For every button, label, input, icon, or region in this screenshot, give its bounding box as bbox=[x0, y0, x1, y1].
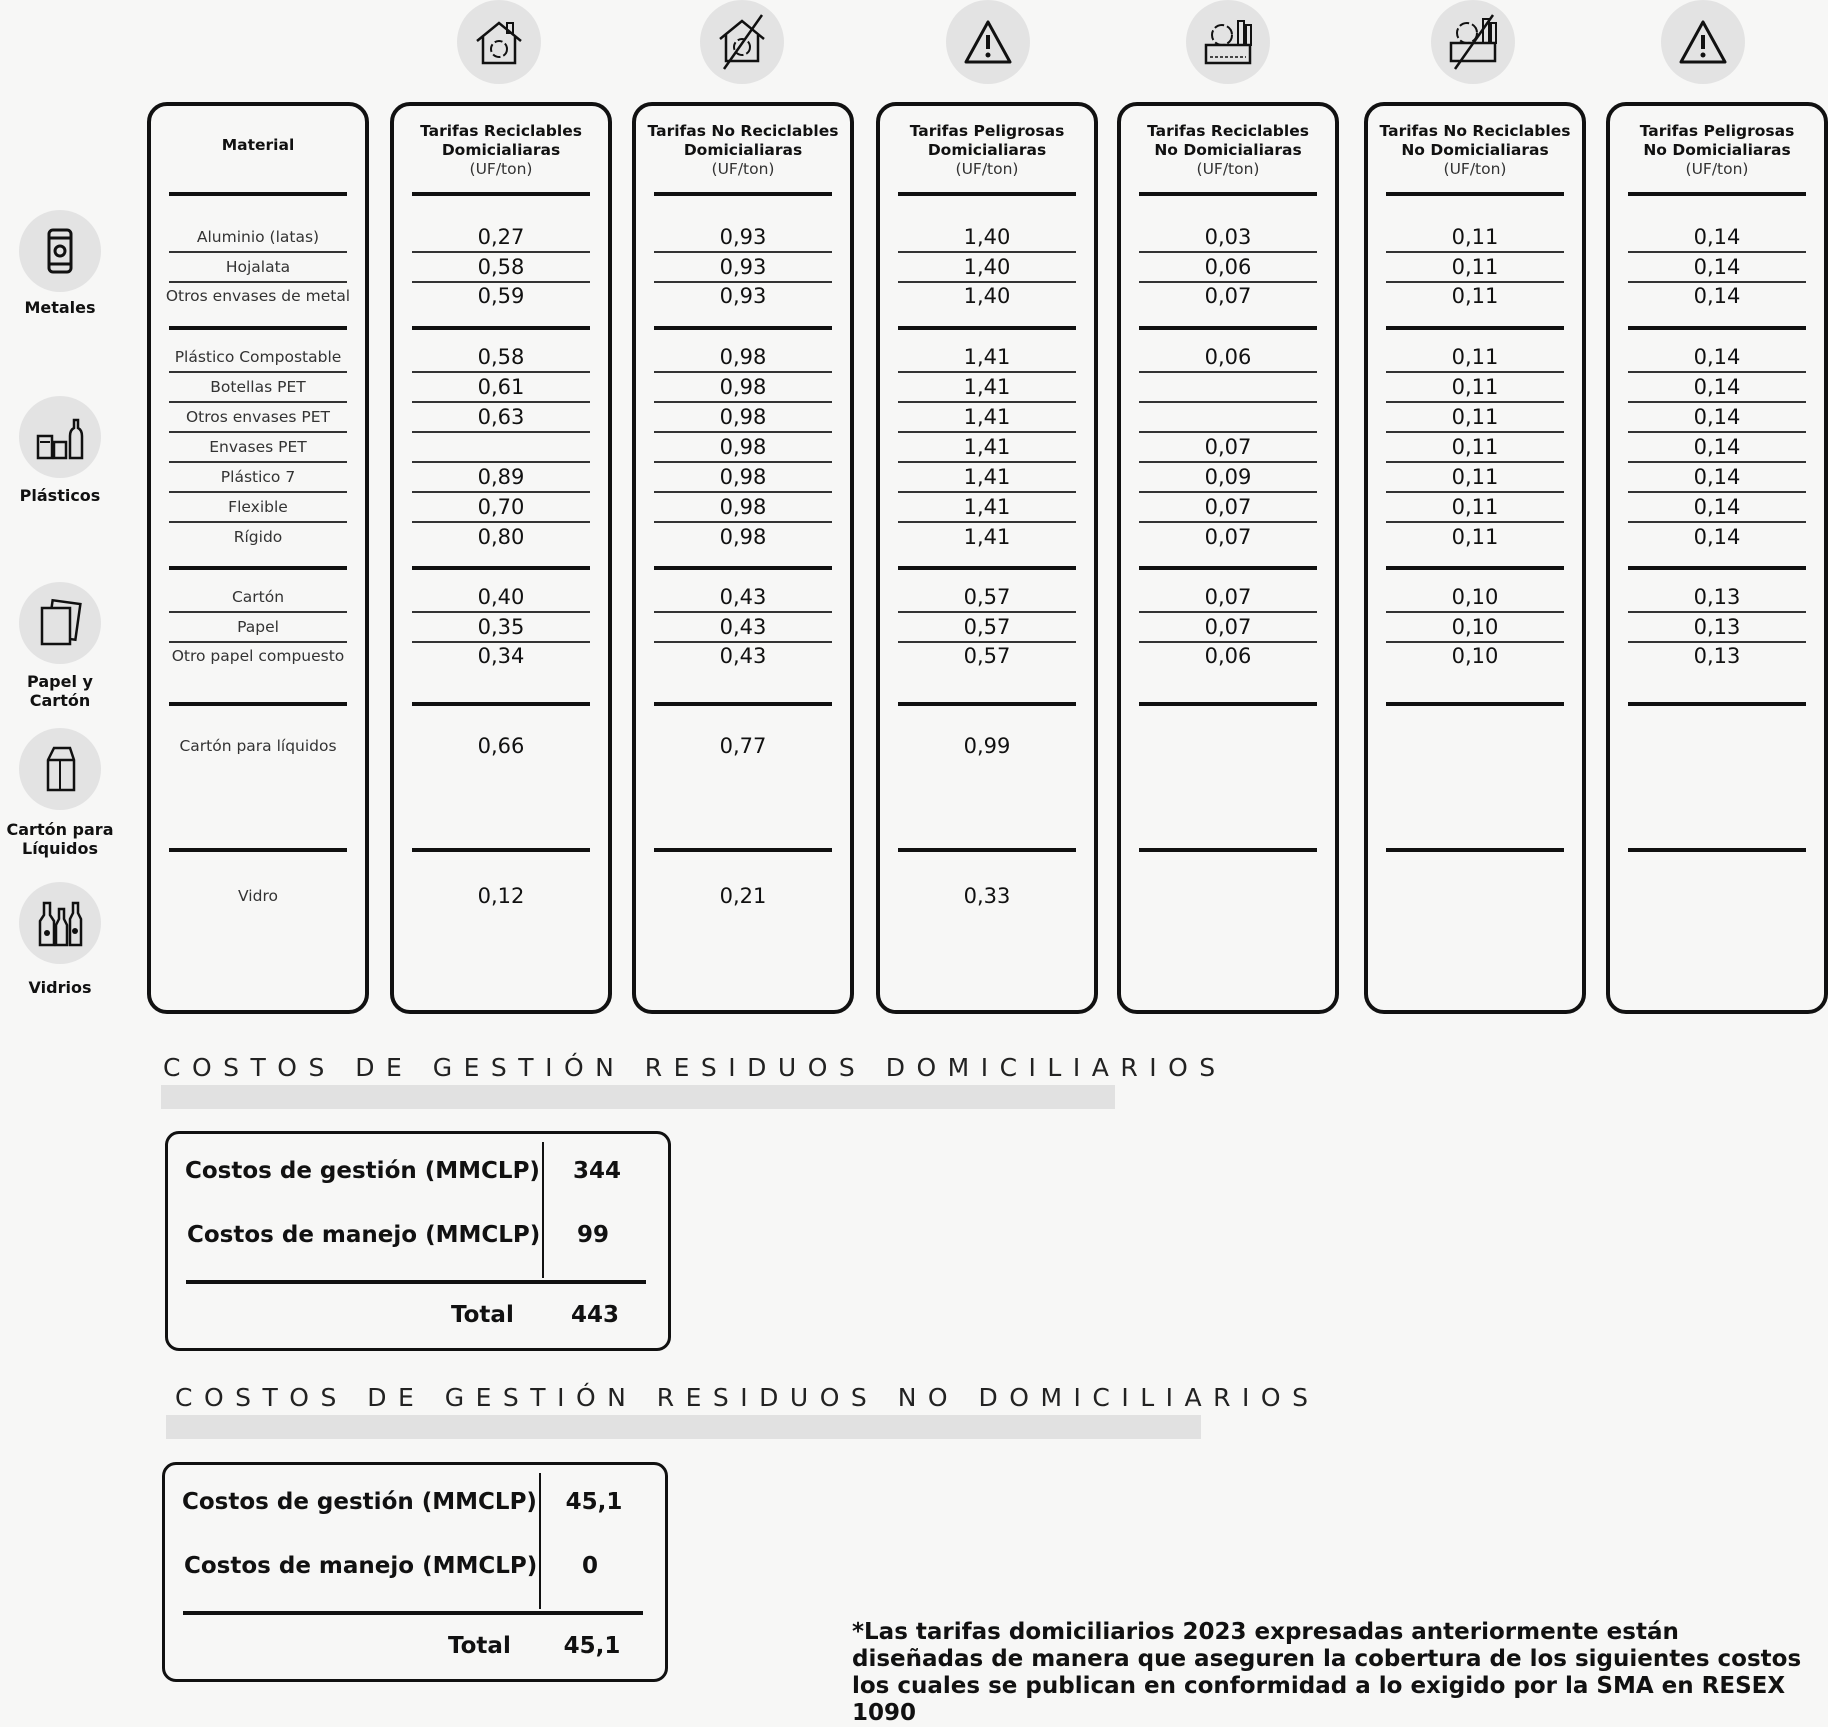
tariff-value: 0,43 bbox=[719, 585, 767, 609]
column-unit: (UF/ton) bbox=[1196, 160, 1260, 178]
tariff-value bbox=[1628, 731, 1806, 761]
tariff-value: 1,40 bbox=[963, 225, 1011, 249]
column-title-line1: Tarifas No Reciclables bbox=[1379, 122, 1571, 140]
tariff-value: 0,11 bbox=[1451, 284, 1499, 308]
tariff-value: 1,41 bbox=[963, 405, 1011, 429]
tariff-value: 0,13 bbox=[1693, 615, 1741, 639]
tariff-value: 0,27 bbox=[477, 225, 525, 249]
tariff-value: 0,10 bbox=[1451, 644, 1499, 668]
costos-manejo-value: 0 bbox=[581, 1553, 598, 1579]
tariff-value: 0,14 bbox=[1693, 225, 1741, 249]
tariff-column bbox=[876, 102, 1098, 1014]
tariff-value: 0,93 bbox=[719, 255, 767, 279]
column-title-line2: No Domicialiaras bbox=[1154, 141, 1302, 159]
total-label: Total bbox=[448, 1633, 511, 1659]
tariff-value: 0,98 bbox=[719, 495, 767, 519]
column-title bbox=[636, 122, 850, 179]
tariff-value: 0,66 bbox=[477, 734, 525, 758]
column-title-line2: No Domicialiaras bbox=[1401, 141, 1549, 159]
section-band bbox=[161, 1085, 1115, 1109]
tariff-value: 0,57 bbox=[963, 644, 1011, 668]
tariff-value: 0,40 bbox=[477, 585, 525, 609]
tariff-value: 0,98 bbox=[719, 465, 767, 489]
tariff-value: 0,98 bbox=[719, 345, 767, 369]
tariff-value: 0,14 bbox=[1693, 345, 1741, 369]
tariff-value: 0,33 bbox=[963, 884, 1011, 908]
liquid-carton-icon bbox=[19, 728, 101, 810]
tariff-value: 0,11 bbox=[1451, 255, 1499, 279]
divider bbox=[542, 1142, 544, 1278]
tariff-value: 1,41 bbox=[963, 435, 1011, 459]
tariff-value: 0,07 bbox=[1204, 495, 1252, 519]
tariff-value: 0,57 bbox=[963, 585, 1011, 609]
tariff-value bbox=[412, 432, 590, 462]
section-band bbox=[166, 1415, 1201, 1439]
costos-manejo-label: Costos de manejo (MMCLP) bbox=[184, 1553, 538, 1579]
costos-gestion-label: Costos de gestión (MMCLP) bbox=[182, 1489, 537, 1515]
tariff-value: 0,11 bbox=[1451, 375, 1499, 399]
tariff-value: 0,06 bbox=[1204, 255, 1252, 279]
tariff-value: 1,41 bbox=[963, 525, 1011, 549]
column-title bbox=[1121, 122, 1335, 179]
tariff-value: 0,07 bbox=[1204, 525, 1252, 549]
costos-manejo-label: Costos de manejo (MMCLP) bbox=[187, 1222, 541, 1248]
column-title-line1: Tarifas Reciclables bbox=[1147, 122, 1309, 140]
section-title-domiciliarios: COSTOS DE GESTIÓN RESIDUOS DOMICILIARIOS bbox=[163, 1053, 1227, 1082]
glass-bottles-icon bbox=[19, 882, 101, 964]
cost-box-domiciliarios bbox=[165, 1131, 671, 1351]
tariff-column bbox=[1117, 102, 1339, 1014]
factory-recycle-crossed-icon bbox=[1431, 0, 1515, 84]
category-label-plasticos: Plásticos bbox=[19, 486, 101, 505]
factory-recycle-icon bbox=[1186, 0, 1270, 84]
tariff-value bbox=[1139, 372, 1317, 402]
material-name: Otros envases PET bbox=[185, 408, 331, 426]
column-unit: (UF/ton) bbox=[711, 160, 775, 178]
tariff-value: 1,40 bbox=[963, 284, 1011, 308]
tariff-value: 0,07 bbox=[1204, 435, 1252, 459]
house-recycle-crossed-icon bbox=[700, 0, 784, 84]
tariff-value: 0,98 bbox=[719, 435, 767, 459]
total-value: 443 bbox=[570, 1302, 619, 1328]
tariff-value: 0,10 bbox=[1451, 585, 1499, 609]
tariff-value: 0,80 bbox=[477, 525, 525, 549]
tariff-value: 0,89 bbox=[477, 465, 525, 489]
tariff-value: 0,14 bbox=[1693, 255, 1741, 279]
column-unit: (UF/ton) bbox=[469, 160, 533, 178]
category-label-metales: Metales bbox=[24, 298, 96, 317]
tariff-value: 0,77 bbox=[719, 734, 767, 758]
tariff-value bbox=[1139, 881, 1317, 911]
tariff-value bbox=[1139, 731, 1317, 761]
house-recycle-icon bbox=[457, 0, 541, 84]
tariff-value: 0,14 bbox=[1693, 284, 1741, 308]
material-column bbox=[147, 102, 369, 1014]
total-value: 45,1 bbox=[563, 1633, 621, 1659]
tariff-value: 0,21 bbox=[719, 884, 767, 908]
tariff-value bbox=[1139, 402, 1317, 432]
tariff-column bbox=[390, 102, 612, 1014]
tariff-value: 0,14 bbox=[1693, 465, 1741, 489]
tariff-value: 0,06 bbox=[1204, 345, 1252, 369]
warning-triangle-icon bbox=[946, 0, 1030, 84]
costos-gestion-label: Costos de gestión (MMCLP) bbox=[185, 1158, 540, 1184]
tariff-column bbox=[1606, 102, 1828, 1014]
tariff-column bbox=[1364, 102, 1586, 1014]
column-title bbox=[1368, 122, 1582, 179]
section-title-no-domiciliarios: COSTOS DE GESTIÓN RESIDUOS NO DOMICILIARIOS bbox=[175, 1383, 1320, 1412]
tariff-value: 0,11 bbox=[1451, 495, 1499, 519]
tariff-value: 1,41 bbox=[963, 495, 1011, 519]
column-title bbox=[394, 122, 608, 179]
category-label-vidrios: Vidrios bbox=[28, 978, 92, 997]
tariff-value: 0,14 bbox=[1693, 405, 1741, 429]
tariff-value: 0,11 bbox=[1451, 405, 1499, 429]
material-name: Flexible bbox=[228, 498, 288, 516]
column-title-line1: Tarifas No Reciclables bbox=[647, 122, 839, 140]
material-name: Plástico 7 bbox=[220, 468, 296, 486]
can-icon bbox=[19, 210, 101, 292]
footnote: *Las tarifas domiciliarios 2023 expresadas anteriormente están diseñadas de manera que aseguren la cobertura de los siguientes costos los cuales se publican en conformidad a lo exigido por la SMA en RESEX 1090 bbox=[852, 1619, 1802, 1726]
material-name: Botellas PET bbox=[210, 378, 306, 396]
tariff-value bbox=[1628, 881, 1806, 911]
tariff-value: 0,63 bbox=[477, 405, 525, 429]
tariff-value: 1,41 bbox=[963, 375, 1011, 399]
tariff-value: 0,35 bbox=[477, 615, 525, 639]
tariff-value: 0,59 bbox=[477, 284, 525, 308]
tariff-value: 0,13 bbox=[1693, 585, 1741, 609]
column-title-line2: Domicialiaras bbox=[683, 141, 803, 159]
tariff-value: 0,98 bbox=[719, 405, 767, 429]
tariff-value: 0,12 bbox=[477, 884, 525, 908]
tariff-value: 0,14 bbox=[1693, 495, 1741, 519]
tariff-value: 1,40 bbox=[963, 255, 1011, 279]
total-label: Total bbox=[451, 1302, 514, 1328]
material-header: Material bbox=[221, 136, 295, 154]
tariff-value: 0,99 bbox=[963, 734, 1011, 758]
column-title-line2: Domicialiaras bbox=[441, 141, 561, 159]
tariff-value: 0,11 bbox=[1451, 435, 1499, 459]
tariff-value bbox=[1386, 881, 1564, 911]
material-name: Otros envases de metal bbox=[165, 287, 351, 305]
column-title-line1: Tarifas Peligrosas bbox=[1639, 122, 1795, 140]
material-name: Otro papel compuesto bbox=[171, 647, 345, 665]
tariff-value: 0,03 bbox=[1204, 225, 1252, 249]
tariff-value: 0,11 bbox=[1451, 525, 1499, 549]
material-name: Plástico Compostable bbox=[174, 348, 342, 366]
material-name: Cartón para líquidos bbox=[179, 737, 337, 755]
tariff-value: 0,07 bbox=[1204, 284, 1252, 308]
divider bbox=[186, 1280, 646, 1284]
cost-box-no-domiciliarios bbox=[162, 1462, 668, 1682]
material-name: Aluminio (latas) bbox=[196, 228, 320, 246]
material-name: Hojalata bbox=[225, 258, 291, 276]
tariff-value: 0,09 bbox=[1204, 465, 1252, 489]
paper-icon bbox=[19, 582, 101, 664]
costos-manejo-value: 99 bbox=[576, 1222, 609, 1248]
tariff-value: 0,07 bbox=[1204, 585, 1252, 609]
tariff-value: 0,10 bbox=[1451, 615, 1499, 639]
tariff-value: 0,14 bbox=[1693, 375, 1741, 399]
tariff-value: 0,06 bbox=[1204, 644, 1252, 668]
tariff-value: 0,43 bbox=[719, 615, 767, 639]
tariff-value: 0,13 bbox=[1693, 644, 1741, 668]
tariff-value: 0,58 bbox=[477, 255, 525, 279]
column-title bbox=[880, 122, 1094, 179]
tariff-value: 0,61 bbox=[477, 375, 525, 399]
material-name: Vidro bbox=[238, 887, 278, 905]
divider bbox=[539, 1473, 541, 1609]
tariff-value: 0,98 bbox=[719, 375, 767, 399]
tariff-value: 0,11 bbox=[1451, 465, 1499, 489]
tariff-value: 0,11 bbox=[1451, 345, 1499, 369]
tariff-value: 0,14 bbox=[1693, 525, 1741, 549]
column-title bbox=[1610, 122, 1824, 179]
tariff-value: 0,70 bbox=[477, 495, 525, 519]
material-name: Rígido bbox=[233, 528, 283, 546]
tariff-value: 0,58 bbox=[477, 345, 525, 369]
tariff-value: 0,57 bbox=[963, 615, 1011, 639]
material-name: Papel bbox=[237, 618, 279, 636]
column-unit: (UF/ton) bbox=[1685, 160, 1749, 178]
tariff-value: 0,14 bbox=[1693, 435, 1741, 459]
column-title-line2: No Domicialiaras bbox=[1643, 141, 1791, 159]
tariff-value: 0,43 bbox=[719, 644, 767, 668]
divider bbox=[183, 1611, 643, 1615]
tariff-value: 0,93 bbox=[719, 284, 767, 308]
column-unit: (UF/ton) bbox=[1443, 160, 1507, 178]
category-label-carton-liquidos: Cartón para Líquidos bbox=[6, 820, 114, 858]
category-label-papel: Papel y Cartón bbox=[27, 672, 93, 710]
tariff-value: 1,41 bbox=[963, 465, 1011, 489]
material-name: Cartón bbox=[231, 588, 285, 606]
tariff-value: 0,34 bbox=[477, 644, 525, 668]
tariff-value: 0,93 bbox=[719, 225, 767, 249]
tariff-value: 1,41 bbox=[963, 345, 1011, 369]
plastic-containers-icon bbox=[19, 396, 101, 478]
tariff-value: 0,11 bbox=[1451, 225, 1499, 249]
tariff-value: 0,98 bbox=[719, 525, 767, 549]
column-title-line2: Domicialiaras bbox=[927, 141, 1047, 159]
costos-gestion-value: 344 bbox=[572, 1158, 621, 1184]
column-title-line1: Tarifas Reciclables bbox=[420, 122, 582, 140]
tariff-value bbox=[1386, 731, 1564, 761]
tariff-value: 0,07 bbox=[1204, 615, 1252, 639]
tariff-column bbox=[632, 102, 854, 1014]
column-unit: (UF/ton) bbox=[955, 160, 1019, 178]
column-title-line1: Tarifas Peligrosas bbox=[909, 122, 1065, 140]
costos-gestion-value: 45,1 bbox=[565, 1489, 623, 1515]
material-name: Envases PET bbox=[209, 438, 307, 456]
warning-triangle-icon bbox=[1661, 0, 1745, 84]
